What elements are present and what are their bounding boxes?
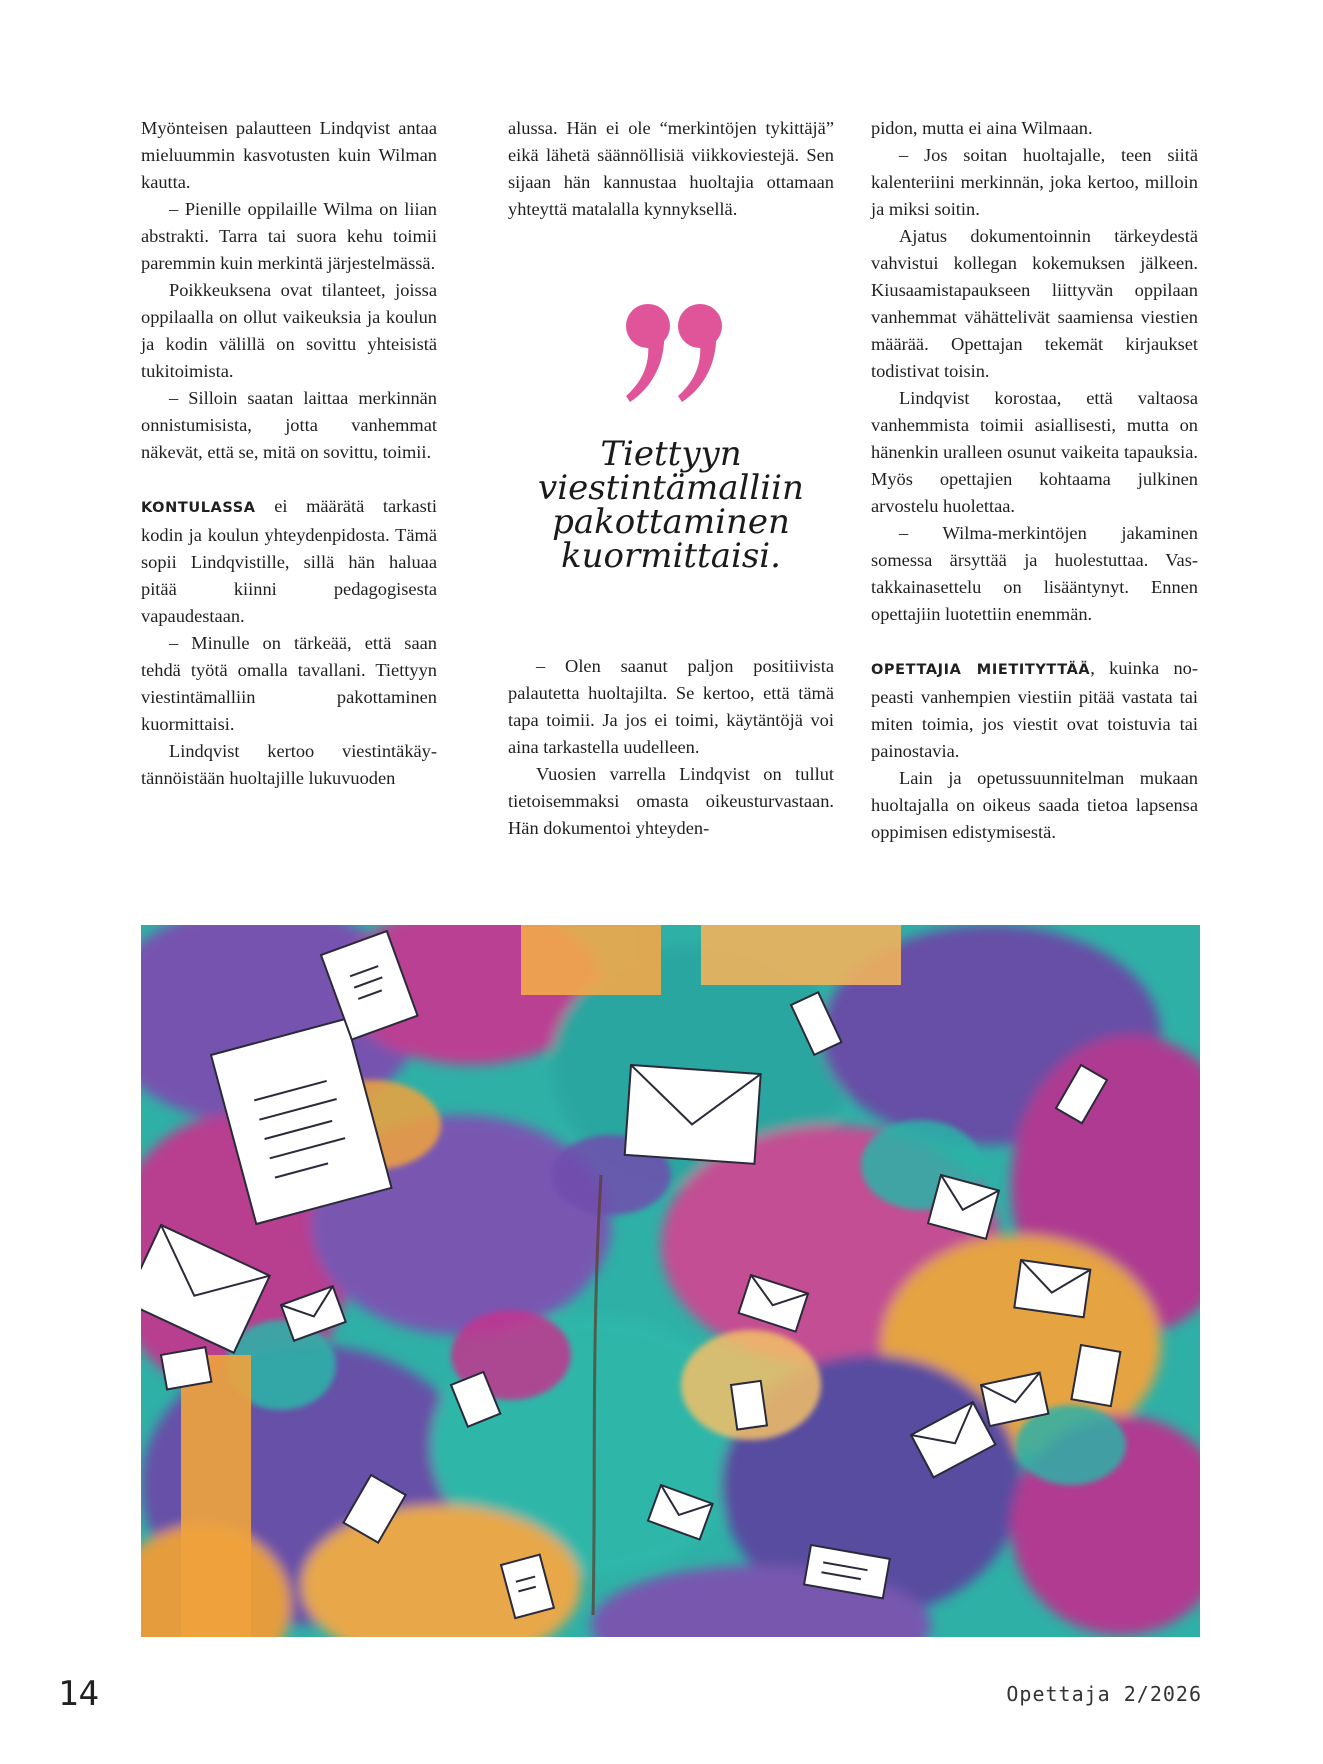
paragraph: Vuosien varrella Lindqvist on tullut tietoisemmaksi omasta oikeusturvastaan. Hän dokumentoi yhteyden-	[508, 764, 834, 838]
pull-quote-line: Tiettyyn	[600, 434, 742, 474]
section-lead-word: KONTULASSA	[141, 500, 256, 516]
paragraph: – Pienille oppilaille Wilma on liian abstrakti. Tarra tai suora kehu toimii paremmin kuin merkintä järjestelmässä.	[141, 199, 437, 273]
paragraph-section-start	[141, 493, 437, 630]
pull-quote-line: pakottaminen	[552, 502, 790, 542]
article-column-3	[871, 115, 1198, 846]
article-column-2-continued	[508, 653, 834, 842]
watercolor-illustration	[141, 925, 1200, 1637]
quote-mark-icon	[620, 300, 730, 410]
paragraph: – Jos soitan huoltajalle, teen siitä kalenteriini merkinnän, joka kertoo, milloin ja miksi soitin.	[871, 145, 1198, 219]
paragraph: pidon, mutta ei aina Wilmaan.	[871, 118, 1093, 138]
paragraph-section-start	[871, 655, 1198, 765]
paragraph: Lain ja opetussuunnitelman mukaan huoltajalla on oikeus saada tietoa lapsensa oppimisen edistymisestä.	[871, 768, 1198, 842]
pull-quote-line: kuormittaisi.	[561, 536, 781, 576]
paragraph: – Minulle on tärkeää, että saan tehdä työtä omalla tavallani. Tiettyyn viestintämalliin pakottaminen kuormittaisi.	[141, 633, 437, 734]
paragraph: Lindqvist kertoo viestintäkäytännöistään huoltajille lukuvuoden	[141, 741, 437, 788]
pull-quote	[508, 434, 834, 576]
pull-quote-line: viestintämalliin	[538, 468, 804, 508]
section-lead-word: OPETTAJIA MIETITYTTÄÄ	[871, 662, 1091, 678]
paragraph-text: ei määrätä tarkasti kodin ja koulun yhteydenpidosta. Tämä sopii Lindqvistille, sillä hän haluaa pitää kiinni pedagogisesta vapaudestaan.	[141, 496, 437, 626]
paragraph: – Olen saanut paljon positiivista palautetta huoltajilta. Se kertoo, että tämä tapa toimii. Ja jos ei toimi, käytäntöjä voi aina tarkastella uudelleen.	[508, 656, 834, 757]
page-number: 14	[58, 1674, 99, 1714]
paragraph: alussa. Hän ei ole “merkintöjen tykittäjä” eikä lähetä säännöllisiä viikkoviestejä. Sen sijaan hän kannustaa huoltajia ottamaan yhteyttä matalalla kynnyksellä.	[508, 118, 834, 219]
article-column-2	[508, 115, 834, 223]
illustration-image	[141, 925, 1200, 1637]
paragraph: Myönteisen palautteen Lindqvist antaa mieluummin kasvotusten kuin Wilman kautta.	[141, 118, 437, 192]
paragraph: Ajatus dokumentoinnin tärkeydestä vahvistui kollegan kokemuksen jälkeen. Kiusaamistapaukseen liittyvän oppilaan vanhemmat vähättelivät saamiensa viestien määrää. Opettajan tekemät kirjaukset todistivat toisin.	[871, 226, 1198, 381]
paragraph: – Silloin saatan laittaa merkinnän onnistumisista, jotta vanhemmat näkevät, että se, mitä on sovittu, toimii.	[141, 388, 437, 462]
paragraph: Lindqvist korostaa, että valtaosa vanhemmista toimii asiallisesti, mutta on hänenkin uralleen osunut vaikeita tapauksia. Myös opettajien kohtaama julkinen arvostelu huolettaa.	[871, 388, 1198, 516]
article-column-1	[141, 115, 437, 792]
publication-name: Opettaja 2/2026	[1006, 1682, 1202, 1706]
paragraph-text: , kuinka nopeasti vanhempien viestiin pitää vastata tai miten toimia, jos viestit ovat toistuvia tai painostavia.	[871, 658, 1198, 761]
paragraph: Poikkeuksena ovat tilanteet, joissa oppilaalla on ollut vaikeuksia ja koulun ja kodin välillä on sovittu yhteisistä tukitoimista.	[141, 280, 437, 381]
paragraph: – Wilma-merkintöjen jakaminen somessa ärsyttää ja huolestuttaa. Vastakkainasettelu on lisääntynyt. Ennen opettajiin luotettiin enemmän.	[871, 523, 1198, 624]
